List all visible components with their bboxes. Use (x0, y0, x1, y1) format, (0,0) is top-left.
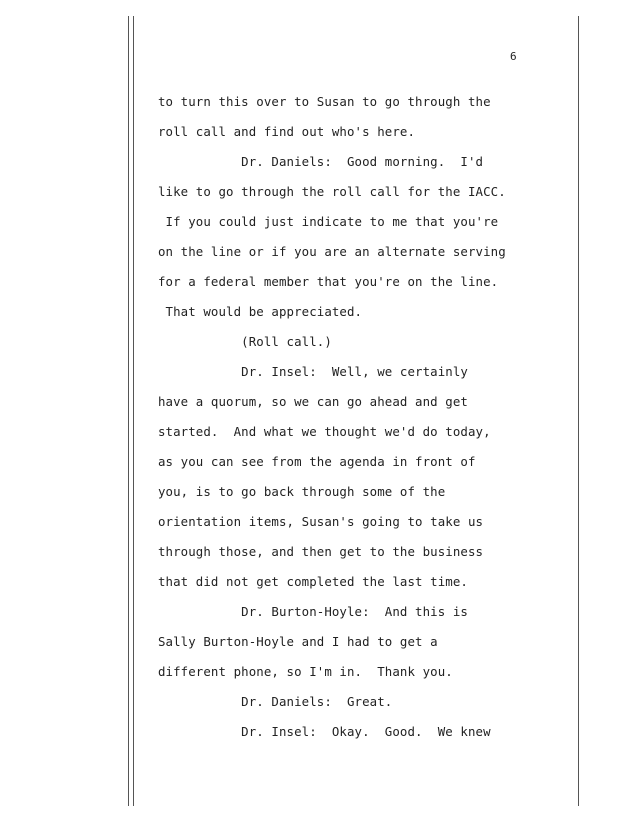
transcript-line: Sally Burton-Hoyle and I had to get a (158, 634, 438, 649)
transcript-line: have a quorum, so we can go ahead and get (158, 394, 468, 409)
transcript-line: If you could just indicate to me that you're (158, 214, 499, 229)
transcript-line: Dr. Insel: Okay. Good. We knew (158, 724, 491, 739)
transcript-line: roll call and find out who's here. (158, 124, 416, 139)
right-margin-rule (578, 16, 579, 806)
transcript-line: That would be appreciated. (158, 304, 363, 319)
page-number: 6 (510, 50, 517, 63)
left-margin-rule-inner (133, 16, 134, 806)
transcript-line: orientation items, Susan's going to take us (158, 514, 484, 529)
transcript-line: Dr. Daniels: Good morning. I'd (158, 154, 484, 169)
transcript-line: to turn this over to Susan to go through the (158, 94, 491, 109)
transcript-line: like to go through the roll call for the IACC. (158, 184, 506, 199)
transcript-line: through those, and then get to the business (158, 544, 484, 559)
transcript-line: Dr. Daniels: Great. (158, 694, 393, 709)
transcript-line: as you can see from the agenda in front of (158, 454, 476, 469)
transcript-line: you, is to go back through some of the (158, 484, 446, 499)
transcript-line: for a federal member that you're on the line. (158, 274, 499, 289)
transcript-line: started. And what we thought we'd do today, (158, 424, 491, 439)
transcript-line: different phone, so I'm in. Thank you. (158, 664, 453, 679)
transcript-line: Dr. Burton-Hoyle: And this is (158, 604, 468, 619)
transcript-line: that did not get completed the last time. (158, 574, 468, 589)
transcript-body (158, 90, 558, 750)
transcript-line: (Roll call.) (158, 334, 332, 349)
left-margin-rule-outer (128, 16, 129, 806)
transcript-line: on the line or if you are an alternate serving (158, 244, 506, 259)
transcript-line: Dr. Insel: Well, we certainly (158, 364, 468, 379)
